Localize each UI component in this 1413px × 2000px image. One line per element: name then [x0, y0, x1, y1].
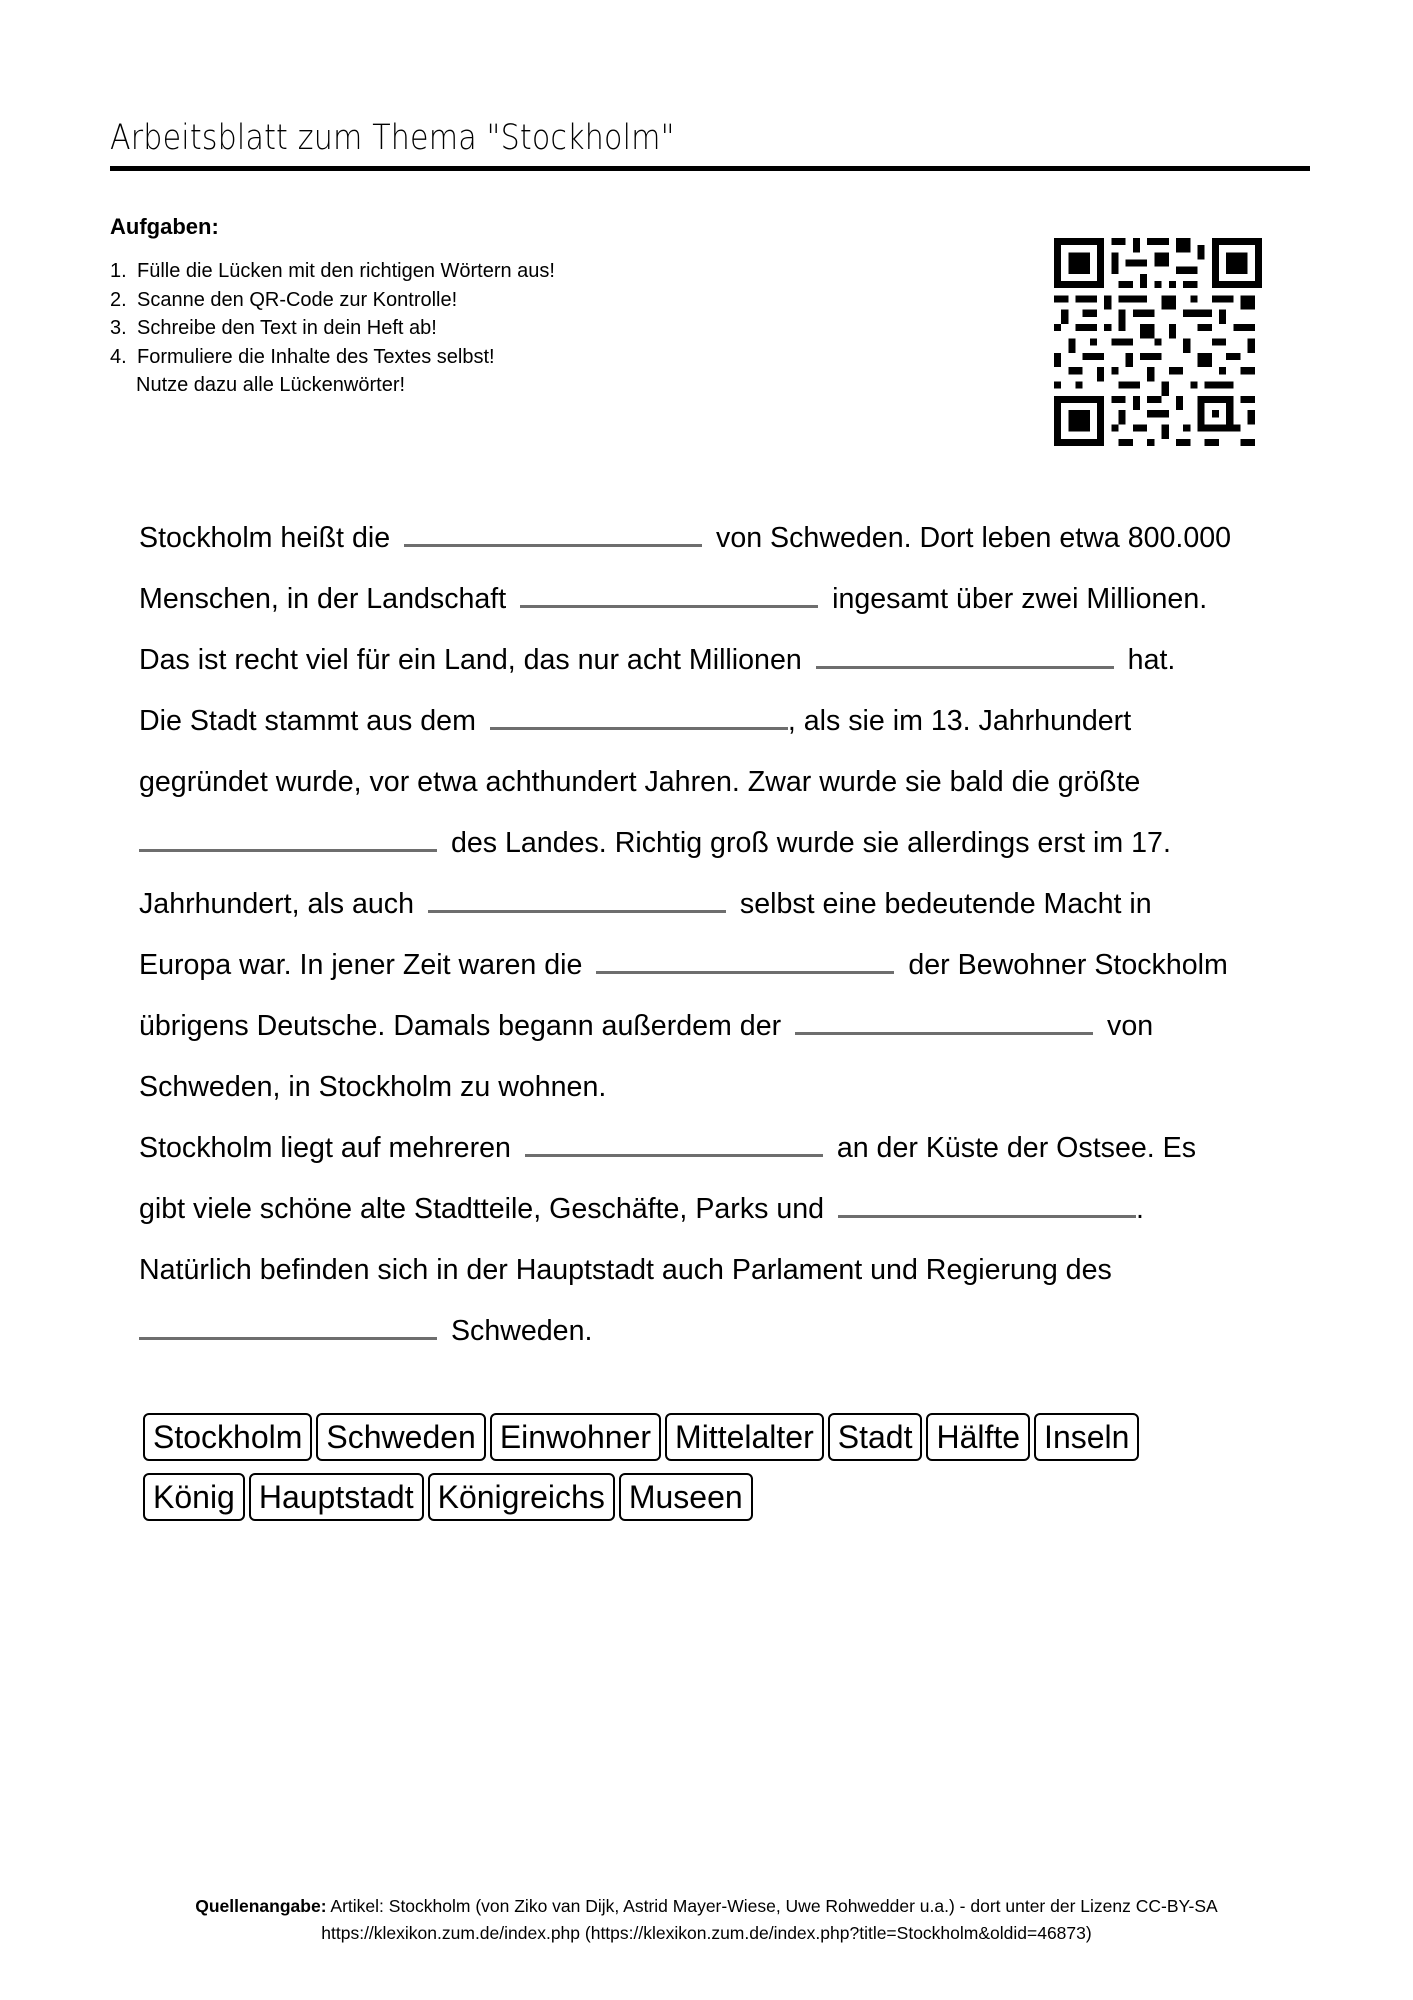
- blank-field[interactable]: [795, 1004, 1093, 1035]
- text-line: [139, 1303, 1289, 1364]
- text-segment: Schweden, in Stockholm zu wohnen.: [139, 1071, 607, 1103]
- text-segment: hat.: [1127, 644, 1176, 676]
- source-label: Quellenangabe:: [195, 1896, 327, 1916]
- text-line: [139, 876, 1289, 937]
- word-chip[interactable]: Königreichs: [428, 1473, 615, 1521]
- text-segment: Das ist recht viel für ein Land, das nur acht Millionen: [139, 644, 802, 676]
- task-item: [110, 343, 555, 372]
- text-line: [139, 571, 1289, 632]
- text-segment: Jahrhundert, als auch: [139, 888, 414, 920]
- text-segment: gibt viele schöne alte Stadtteile, Geschäfte, Parks und: [139, 1193, 825, 1225]
- word-bank: [143, 1413, 1293, 1533]
- word-chip[interactable]: Einwohner: [490, 1413, 661, 1461]
- word-chip[interactable]: Schweden: [316, 1413, 485, 1461]
- task-text: Fülle die Lücken mit den richtigen Wörtern aus!: [137, 260, 555, 282]
- text-segment: selbst eine bedeutende Macht in: [739, 888, 1152, 920]
- text-line: [139, 815, 1289, 876]
- text-segment: gegründet wurde, vor etwa achthundert Jahren. Zwar wurde sie bald die größte: [139, 766, 1141, 798]
- text-segment: Europa war. In jener Zeit waren die: [139, 949, 583, 981]
- text-segment: , als sie im 13. Jahrhundert: [787, 705, 1132, 737]
- text-segment: Stockholm heißt die: [139, 522, 391, 554]
- text-segment: Natürlich befinden sich in der Hauptstadt auch Parlament und Regierung des: [139, 1254, 1112, 1286]
- text-line: [139, 937, 1289, 998]
- task-text: Scanne den QR-Code zur Kontrolle!: [137, 288, 458, 311]
- word-chip[interactable]: König: [143, 1473, 245, 1521]
- blank-field[interactable]: [596, 943, 894, 974]
- title-divider: [110, 166, 1310, 171]
- word-chip[interactable]: Hälfte: [926, 1413, 1030, 1461]
- text-segment: der Bewohner Stockholm: [908, 949, 1228, 981]
- task-text: Schreibe den Text in dein Heft ab!: [137, 317, 437, 339]
- text-line: [139, 1120, 1289, 1181]
- task-number: 3.: [110, 317, 127, 339]
- task-item: [110, 286, 555, 315]
- text-line: [139, 510, 1289, 571]
- task-number: 4.: [110, 345, 127, 368]
- task-item: [110, 257, 555, 286]
- text-segment: Menschen, in der Landschaft: [139, 583, 507, 615]
- source-line: [0, 1893, 1413, 1920]
- source-footer: [0, 1893, 1413, 1947]
- blank-field[interactable]: [838, 1187, 1136, 1218]
- text-line: [139, 632, 1289, 693]
- text-segment: ingesamt über zwei Millionen.: [832, 583, 1208, 615]
- word-chip[interactable]: Mittelalter: [665, 1413, 824, 1461]
- blank-field[interactable]: [139, 1309, 437, 1340]
- blank-field[interactable]: [404, 516, 702, 547]
- blank-field[interactable]: [520, 577, 818, 608]
- worksheet-title: Arbeitsblatt zum Thema "Stockholm": [110, 118, 675, 158]
- text-segment: .: [1136, 1193, 1144, 1225]
- word-chip[interactable]: Hauptstadt: [249, 1473, 424, 1521]
- word-chip[interactable]: Museen: [619, 1473, 753, 1521]
- source-urls[interactable]: https://klexikon.zum.de/index.php (https://klexikon.zum.de/index.php?title=Stockholm&oldid=46873): [321, 1923, 1092, 1943]
- text-segment: übrigens Deutsche. Damals begann außerdem der: [139, 1010, 782, 1042]
- word-chip[interactable]: Inseln: [1034, 1413, 1139, 1461]
- cloze-text: [139, 510, 1289, 1364]
- task-number: 1.: [110, 260, 127, 282]
- task-list: [110, 257, 555, 400]
- word-chip[interactable]: Stadt: [828, 1413, 923, 1461]
- text-line: [139, 998, 1289, 1059]
- text-segment: an der Küste der Ostsee. Es: [836, 1132, 1197, 1164]
- blank-field[interactable]: [139, 821, 437, 852]
- text-line: [139, 1181, 1289, 1242]
- word-bank-row: [143, 1473, 1293, 1533]
- blank-field[interactable]: [428, 882, 726, 913]
- text-line: [139, 693, 1289, 754]
- text-segment: von Schweden. Dort leben etwa 800.000: [716, 522, 1232, 554]
- text-segment: Die Stadt stammt aus dem: [139, 705, 476, 737]
- task-text: Formuliere die Inhalte des Textes selbst!: [137, 345, 495, 368]
- text-segment: von: [1107, 1010, 1154, 1042]
- blank-field[interactable]: [525, 1126, 823, 1157]
- task-item-continuation: Nutze dazu alle Lückenwörter!: [136, 374, 406, 396]
- text-line: [139, 754, 1289, 815]
- word-bank-row: [143, 1413, 1293, 1473]
- blank-field[interactable]: [490, 699, 788, 730]
- tasks-heading: Aufgaben:: [110, 214, 219, 239]
- text-segment: Stockholm liegt auf mehreren: [139, 1132, 511, 1164]
- blank-field[interactable]: [816, 638, 1114, 669]
- word-chip[interactable]: Stockholm: [143, 1413, 312, 1461]
- text-line: [139, 1242, 1289, 1303]
- qr-code-icon[interactable]: [1054, 238, 1262, 446]
- task-item: [110, 314, 555, 343]
- source-text: Artikel: Stockholm (von Ziko van Dijk, Astrid Mayer-Wiese, Uwe Rohwedder u.a.) - dort unter der Lizenz CC-BY-SA: [326, 1896, 1218, 1916]
- text-segment: des Landes. Richtig groß wurde sie allerdings erst im 17.: [450, 827, 1171, 859]
- task-number: 2.: [110, 288, 127, 311]
- text-segment: Schweden.: [450, 1315, 593, 1347]
- text-line: [139, 1059, 1289, 1120]
